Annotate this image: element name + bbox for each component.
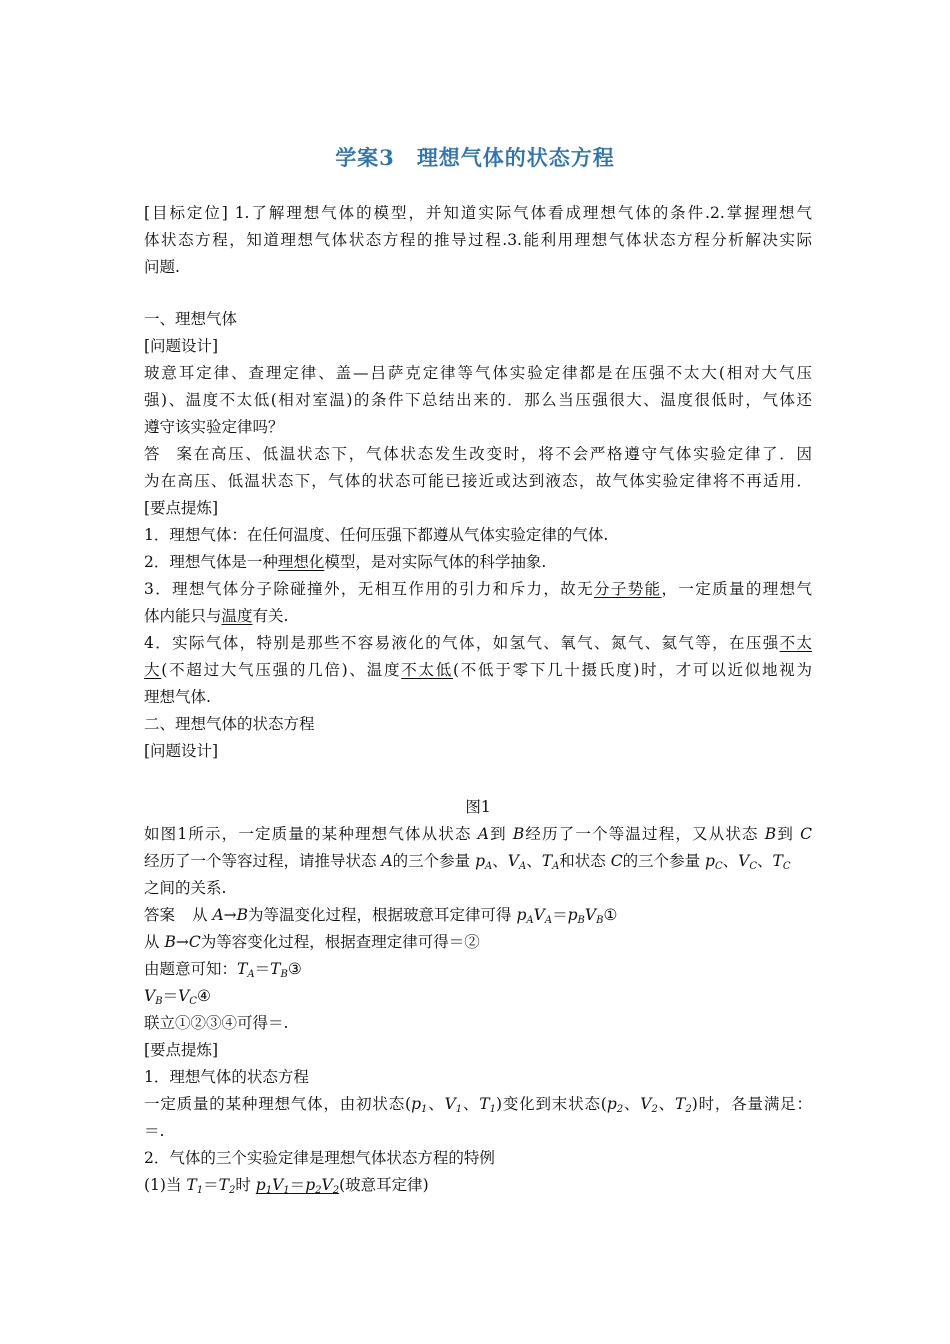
q1-sym-c: C — [800, 825, 812, 843]
point-4-line-3: 理想气体. — [144, 688, 211, 706]
q2-text-c: 和状态 — [559, 852, 611, 870]
q1-text-b: 到 — [488, 825, 513, 843]
ans1-process: A→B — [212, 906, 249, 924]
section1-answer-2: 为在高压、低温状态下，气体的状态可能已接近或达到液态，故气体实验定律将不再适用． — [144, 472, 812, 490]
section2-points-label: [要点提炼] — [144, 1041, 219, 1059]
q1-text-d: 到 — [776, 825, 801, 843]
point-4-answer-1-cont: 大 — [144, 661, 162, 679]
point-1: 1．理想气体：在任何温度、任何压强下都遵从气体实验定律的气体. — [144, 526, 609, 544]
answer-text-1: 在高压、低温状态下，气体状态发生改变时，将不会严格遵守气体实验定律了．因 — [192, 445, 812, 463]
ans3-text-a: 由题意可知： — [144, 960, 238, 978]
point-3-text-b: ，一定质量的理想气 — [661, 580, 812, 598]
q1-sym-b2: B — [764, 825, 777, 843]
point-4-line-1 — [144, 630, 812, 657]
point-3-answer-1: 分子势能 — [593, 580, 662, 598]
q2-sep-4: 、 — [757, 852, 773, 870]
ans2-text-b: 为等容变化过程，根据查理定律可得＝② — [200, 933, 480, 951]
section2-answer-4 — [144, 983, 812, 1010]
point-4-text-c: (不低于零下几十摄氏度)时，才可以近似地视为 — [453, 661, 812, 679]
ans1-text-a: 从 — [192, 906, 213, 924]
point-4-text-b: (不超过大气压强的几倍)、温度 — [161, 661, 402, 679]
key-point-2: 2．气体的三个实验定律是理想气体状态方程的特例 — [144, 1149, 495, 1167]
section2-answer-3 — [144, 956, 812, 983]
q2-sep-2: 、 — [526, 852, 542, 870]
q2-param-ta: $T_A$ — [541, 852, 560, 872]
q2-param-tc: $T_C$ — [772, 852, 791, 872]
title-prefix: 学案3 — [335, 145, 395, 170]
k2-text-b: )变化到末状态( — [496, 1095, 607, 1113]
page-title — [0, 142, 950, 172]
section2-question-3: 之间的关系. — [144, 879, 227, 897]
ans3-mark: ③ — [287, 960, 302, 978]
q2-param-pc: $p_C$ — [705, 852, 723, 872]
q1-text-a: 如图1所示，一定质量的某种理想气体从状态 — [144, 825, 478, 843]
ans2-process: B→C — [164, 933, 201, 951]
ans3-formula: $T_A=T_B$ — [237, 960, 288, 980]
k2-initial-params: $p_1$、$V_1$、$T_1$ — [411, 1095, 496, 1115]
point-4-answer-1: 不太 — [779, 634, 812, 652]
k5-result: $p_1V_1=p_2V_2$ — [255, 1176, 340, 1196]
q2-sym-a: A — [381, 852, 393, 870]
section2-answer-5: 联立①②③④可得＝. — [144, 1014, 289, 1032]
ans4-formula: $V_B=V_C$ — [144, 987, 197, 1007]
ans1-text-b: 为等温变化过程，根据玻意耳定律可得 — [248, 906, 517, 924]
k5-text-b: 时 — [235, 1176, 256, 1194]
q1-text-c: 经历了一个等温过程，又从状态 — [524, 825, 765, 843]
q2-text-a: 经历了一个等容过程，请推导状态 — [144, 852, 382, 870]
point-2 — [144, 549, 812, 576]
goals-line-1: [目标定位] 1.了解理想气体的模型，并知道实际气体看成理想气体的条件.2.掌握理想气 — [144, 204, 812, 222]
section2-design-label: [问题设计] — [144, 742, 219, 760]
q2-text-d: 的三个参量 — [622, 852, 706, 870]
ans4-mark: ④ — [196, 987, 211, 1005]
q2-sep-1: 、 — [492, 852, 508, 870]
section1-question-1: 玻意耳定律、查理定律、盖—吕萨克定律等气体实验定律都是在压强不太大(相对大气压 — [144, 364, 812, 382]
answer-label-2: 答案 — [144, 906, 176, 924]
q2-param-pa: $p_A$ — [475, 852, 493, 872]
section1-question-2: 强)、温度不太低(相对室温)的条件下总结出来的．那么当压强很大、温度很低时，气体还 — [144, 391, 812, 409]
point-3-text-a: 3．理想气体分子除碰撞外，无相互作用的引力和斥力，故无 — [144, 580, 594, 598]
k2-text-c: )时，各量满足： — [691, 1095, 812, 1113]
point-3-answer-2: 温度 — [221, 607, 253, 625]
key-point-1-equation: ＝. — [144, 1122, 165, 1140]
point-4-text-a: 4．实际气体，特别是那些不容易液化的气体，如氢气、氧气、氮气、氦气等，在压强 — [144, 634, 780, 652]
section1-points-label: [要点提炼] — [144, 499, 219, 517]
point-2-text-a: 2．理想气体是一种 — [144, 553, 278, 571]
answer-label: 答案 — [144, 445, 192, 463]
q2-text-b: 的三个参量 — [392, 852, 476, 870]
section2-answer-2 — [144, 929, 812, 956]
section1-answer-1 — [144, 441, 812, 468]
figure-caption: 图1 — [465, 798, 491, 816]
k5-text-a: (1)当 — [144, 1176, 187, 1194]
point-4-line-2 — [144, 657, 812, 684]
q2-param-va: $V_A$ — [507, 852, 527, 872]
ans2-text-a: 从 — [144, 933, 165, 951]
q2-param-vc: $V_C$ — [738, 852, 758, 872]
point-4-answer-2: 不太低 — [401, 661, 453, 679]
section2-heading: 二、理想气体的状态方程 — [144, 715, 315, 733]
section1-question-3: 遵守该实验定律吗？ — [144, 418, 284, 436]
q1-sym-a: A — [477, 825, 489, 843]
ans1-mark: ① — [603, 906, 618, 924]
q2-sep-3: 、 — [722, 852, 739, 870]
point-2-answer: 理想化 — [277, 553, 325, 571]
title-main: 理想气体的状态方程 — [416, 145, 615, 170]
point-3-text-c: 体内能只与 — [144, 607, 222, 625]
k2-text-a: 一定质量的某种理想气体，由初状态( — [144, 1095, 412, 1113]
q1-sym-b: B — [512, 825, 525, 843]
point-3-line-2 — [144, 603, 812, 630]
goals-line-2: 体状态方程，知道理想气体状态方程的推导过程.3.能利用理想气体状态方程分析解决实际 — [144, 231, 812, 249]
section2-question-1 — [144, 821, 812, 848]
section2-answer-1 — [144, 902, 812, 929]
key-point-1-detail — [144, 1091, 812, 1118]
point-2-text-b: 模型，是对实际气体的科学抽象. — [324, 553, 547, 571]
k5-text-c: (玻意耳定律) — [339, 1176, 429, 1194]
key-point-1: 1．理想气体的状态方程 — [144, 1068, 309, 1086]
ans1-formula: $p_AV_A=p_BV_B$ — [516, 906, 604, 926]
point-3-text-d: 有关. — [252, 607, 289, 625]
point-3-line-1 — [144, 576, 812, 603]
k5-condition: $T_1=T_2$ — [186, 1176, 236, 1196]
q2-sym-c: C — [610, 852, 623, 870]
key-point-2-case-1 — [144, 1172, 812, 1199]
section2-question-2 — [144, 848, 812, 875]
goals-line-3: 问题. — [144, 258, 180, 276]
section1-heading: 一、理想气体 — [144, 310, 238, 328]
section1-design-label: [问题设计] — [144, 337, 219, 355]
k2-final-params: $p_2$、$V_2$、$T_2$ — [606, 1095, 692, 1115]
